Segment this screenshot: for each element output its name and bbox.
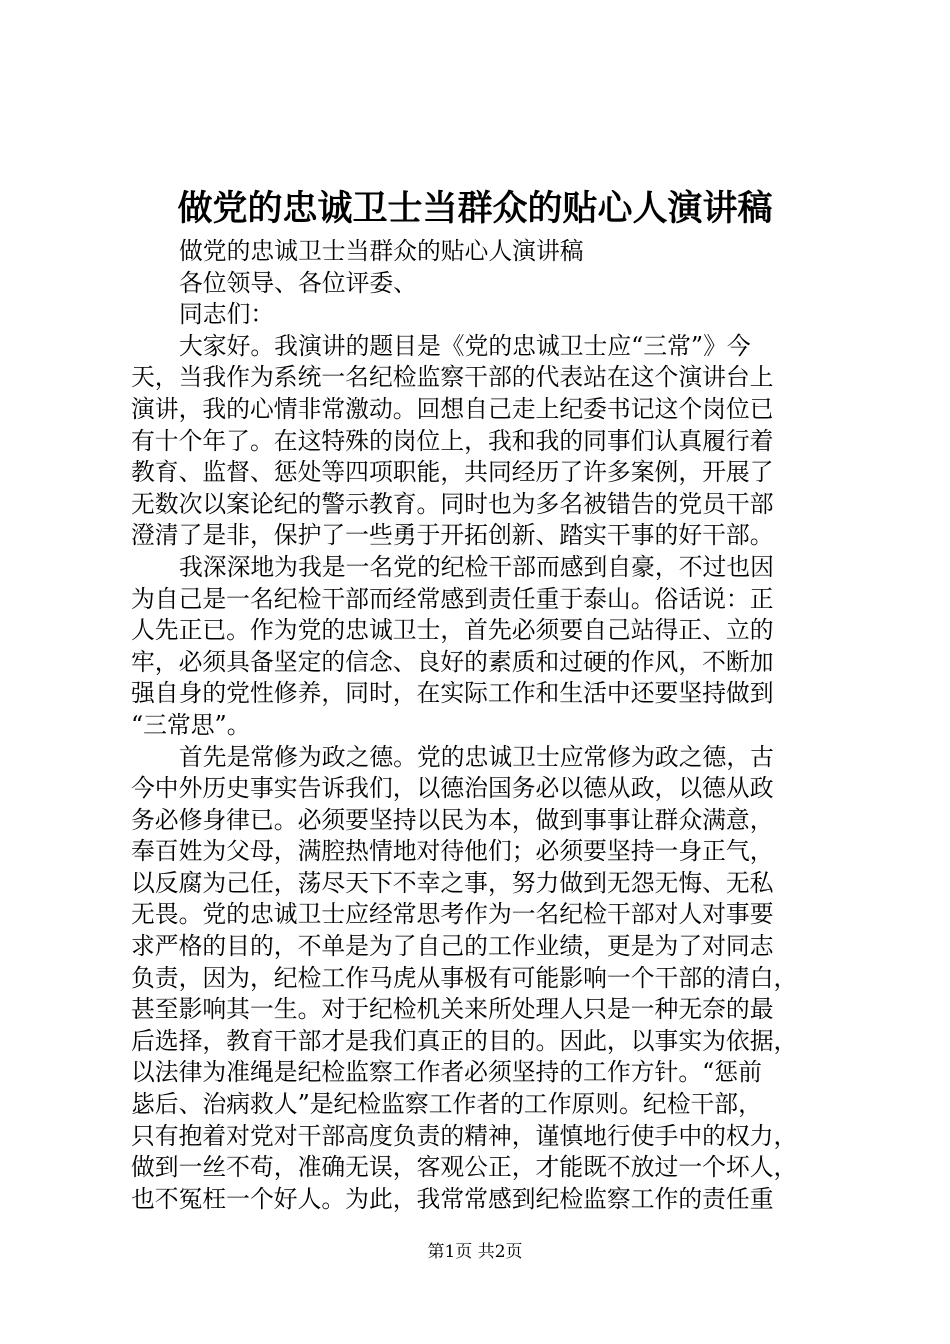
text-line: 以反腐为己任，荡尽天下不幸之事，努力做到无怨无悔、无私 bbox=[131, 868, 774, 897]
text-line: 毖后、治病救人”是纪检监察工作者的工作原则。纪检干部， bbox=[131, 1090, 762, 1119]
text-line: 无畏。党的忠诚卫士应经常思考作为一名纪检干部对人对事要 bbox=[131, 900, 774, 929]
text-line: 同志们： bbox=[179, 300, 275, 329]
text-line: 也不冤枉一个好人。为此，我常常感到纪检监察工作的责任重 bbox=[131, 1184, 774, 1213]
text-line: 求严格的目的，不单是为了自己的工作业绩，更是为了对同志 bbox=[131, 932, 774, 961]
text-line: 大家好。我演讲的题目是《党的忠诚卫士应“三常”》今 bbox=[179, 331, 751, 360]
document-body bbox=[131, 236, 831, 1215]
text-line: 只有抱着对党对干部高度负责的精神，谨慎地行使手中的权力， bbox=[131, 1121, 798, 1150]
text-line: 奉百姓为父母，满腔热情地对待他们；必须要坚持一身正气， bbox=[131, 837, 774, 866]
document-title: 做党的忠诚卫士当群众的贴心人演讲稿 bbox=[177, 188, 773, 229]
text-line: 首先是常修为政之德。党的忠诚卫士应常修为政之德，古 bbox=[179, 742, 774, 771]
text-line: 我深深地为我是一名党的纪检干部而感到自豪，不过也因 bbox=[179, 552, 774, 581]
text-line: 牢，必须具备坚定的信念、良好的素质和过硬的作风，不断加 bbox=[131, 647, 774, 676]
text-line: 天，当我作为系统一名纪检监察干部的代表站在这个演讲台上 bbox=[131, 363, 774, 392]
text-line: “三常思”。 bbox=[131, 710, 251, 739]
text-line: 务必修身律已。必须要坚持以民为本，做到事事让群众满意， bbox=[131, 805, 774, 834]
text-line: 以法律为准绳是纪检监察工作者必须坚持的工作方针。“惩前 bbox=[131, 1058, 762, 1087]
text-line: 强自身的党性修养，同时，在实际工作和生活中还要坚持做到 bbox=[131, 679, 774, 708]
text-line: 各位领导、各位评委、 bbox=[179, 268, 417, 297]
text-line: 为自己是一名纪检干部而经常感到责任重于泰山。俗话说：正 bbox=[131, 584, 774, 613]
page-footer: 第1页 共2页 bbox=[427, 1242, 523, 1262]
text-line: 负责，因为，纪检工作马虎从事极有可能影响一个干部的清白， bbox=[131, 963, 798, 992]
text-line: 今中外历史事实告诉我们，以德治国务必以德从政，以德从政 bbox=[131, 774, 774, 803]
text-line: 做党的忠诚卫士当群众的贴心人演讲稿 bbox=[179, 237, 584, 265]
text-line: 后选择，教育干部才是我们真正的目的。因此，以事实为依据， bbox=[131, 1026, 798, 1055]
text-line: 做到一丝不苟，准确无误，客观公正，才能既不放过一个坏人， bbox=[131, 1153, 798, 1182]
text-line: 人先正已。作为党的忠诚卫士，首先必须要自己站得正、立的 bbox=[131, 616, 774, 645]
text-line: 澄清了是非，保护了一些勇于开拓创新、踏实干事的好干部。 bbox=[131, 521, 774, 550]
text-line: 演讲，我的心情非常激动。回想自己走上纪委书记这个岗位已 bbox=[131, 394, 774, 423]
text-line: 有十个年了。在这特殊的岗位上，我和我的同事们认真履行着 bbox=[131, 426, 774, 455]
text-line: 甚至影响其一生。对于纪检机关来所处理人只是一种无奈的最 bbox=[131, 995, 774, 1024]
text-line: 无数次以案论纪的警示教育。同时也为多名被错告的党员干部 bbox=[131, 489, 774, 518]
text-line: 教育、监督、惩处等四项职能，共同经历了许多案例，开展了 bbox=[131, 458, 774, 487]
